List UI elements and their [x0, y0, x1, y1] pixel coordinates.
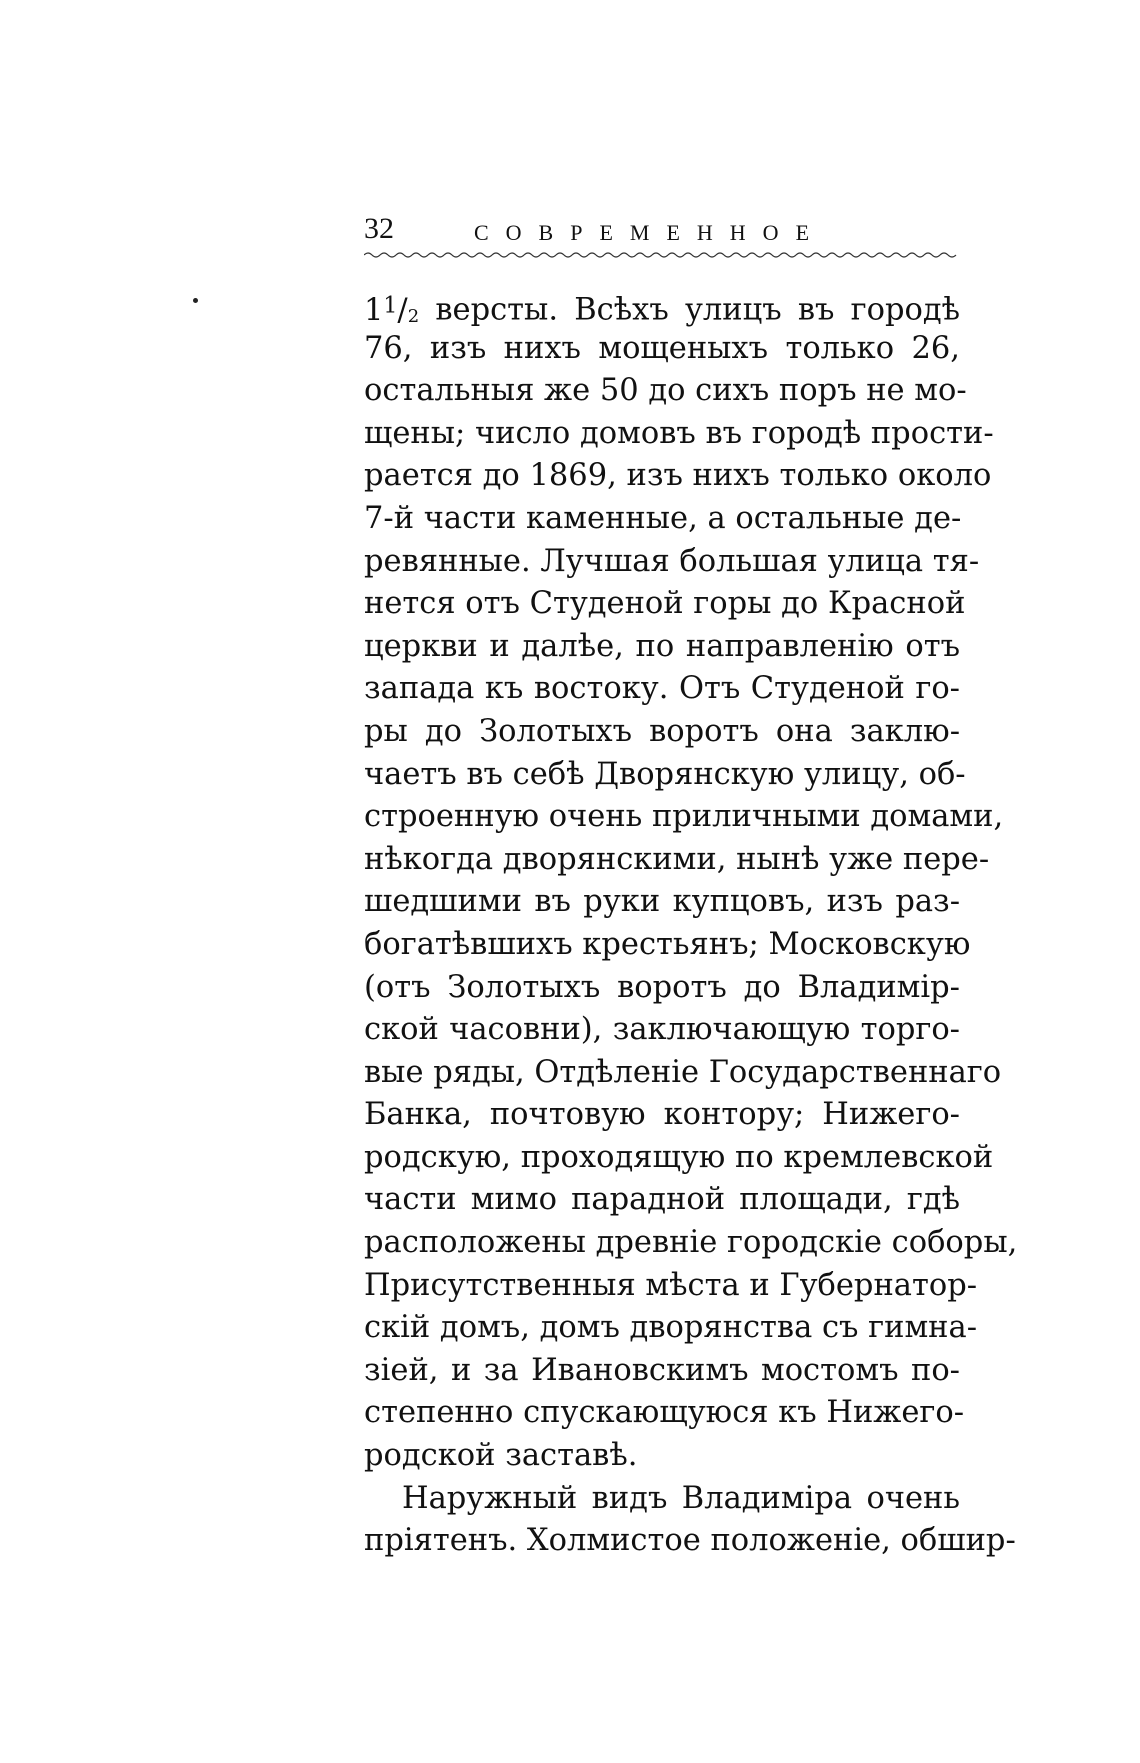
text-line: Наружный видъ Владиміра очень — [402, 1480, 960, 1516]
text-line: рается до 1869, изъ нихъ только около — [364, 458, 992, 494]
text-line: пріятенъ. Холмистое положеніе, обшир- — [364, 1523, 1016, 1559]
text-line: зіей, и за Ивановскимъ мостомъ по- — [364, 1352, 960, 1388]
text-line: расположены древніе городскіе соборы, — [364, 1225, 1018, 1261]
text-line: родскую, проходящую по кремлевской — [364, 1139, 994, 1175]
text-line: щены; число домовъ въ городѣ прости- — [364, 415, 994, 451]
text-line: нѣкогда дворянскими, нынѣ уже пере- — [364, 841, 990, 877]
text-line: богатѣвшихъ крестьянъ; Московскую — [364, 926, 971, 962]
text-line: чаетъ въ себѣ Дворянскую улицу, об- — [364, 756, 966, 792]
fraction: $1^1/2$ — [364, 292, 420, 328]
text-line: 76, изъ нихъ мощеныхъ только 26, — [364, 330, 960, 366]
text-line: строенную очень приличными домами, — [364, 799, 1004, 835]
text-line: запада къ востоку. Отъ Студеной го- — [364, 671, 960, 707]
page-header — [364, 206, 960, 260]
running-title: СОВРЕМЕННОЕ — [474, 220, 827, 245]
text-line: (отъ Золотыхъ воротъ до Владимір- — [364, 969, 960, 1005]
text-line: ревянные. Лучшая большая улица тя- — [364, 543, 980, 579]
text-line: скій домъ, домъ дворянства съ гимна- — [364, 1310, 977, 1346]
text-line: родской заставѣ. — [364, 1438, 638, 1474]
text-line: Присутственныя мѣста и Губернатор- — [364, 1267, 978, 1303]
text-line: Банка, почтовую контору; Нижего- — [364, 1097, 960, 1133]
text-line: 7-й части каменные, а остальные де- — [364, 500, 962, 536]
text-line: остальныя же 50 до сихъ поръ не мо- — [364, 373, 967, 409]
wavy-rule — [364, 250, 960, 260]
text-line: степенно спускающуюся къ Нижего- — [364, 1395, 965, 1431]
text-line: нется отъ Студеной горы до Красной — [364, 586, 966, 622]
page-number: 32 — [364, 212, 394, 245]
ink-speck — [193, 298, 198, 303]
body-text — [364, 285, 1018, 1563]
text-line: шедшими въ руки купцовъ, изъ раз- — [364, 884, 960, 920]
text-line: части мимо парадной площади, гдѣ — [364, 1182, 960, 1218]
text-line: ры до Золотыхъ воротъ она заклю- — [364, 713, 960, 749]
text-line: церкви и далѣе, по направленію отъ — [364, 628, 960, 664]
text-line: $1^1/2$ версты. Всѣхъ улицъ въ городѣ — [364, 292, 960, 328]
text-line: вые ряды, Отдѣленіе Государственнаго — [364, 1054, 1002, 1090]
text-line: ской часовни), заключающую торго- — [364, 1012, 960, 1048]
